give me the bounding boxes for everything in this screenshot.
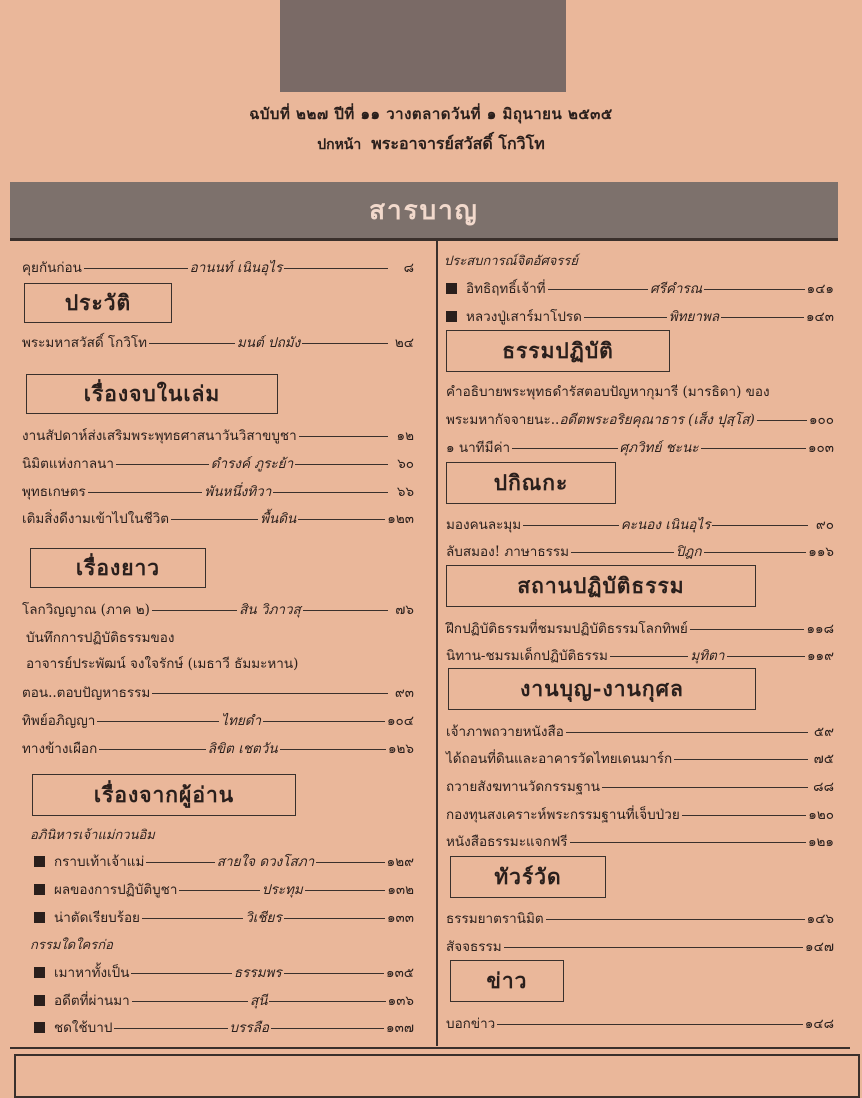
toc-entry[interactable]: ๑ นาทีมีค่า ศุภวิทย์ ชะนะ ๑๐๓ xyxy=(446,440,834,456)
section-heading-tour: ทัวร์วัด xyxy=(450,856,606,898)
contents-title: สารบาญ xyxy=(369,196,479,226)
toc-entry[interactable]: ตอน..ตอบปัญหาธรรม ๙๓ xyxy=(22,685,414,701)
contents-banner xyxy=(10,182,838,241)
section-heading-news: ข่าว xyxy=(450,960,564,1002)
bullet-square-icon xyxy=(34,884,45,895)
bullet-square-icon xyxy=(34,995,45,1006)
header-image-block xyxy=(280,0,566,92)
toc-entry[interactable]: ธรรมยาตรานิมิต ๑๔๖ xyxy=(446,911,834,927)
toc-entry[interactable]: มองคนละมุม คะนอง เนินอุไร ๙๐ xyxy=(446,517,835,533)
toc-entry[interactable]: หลวงปู่เสาร์มาโปรด พิทยาพล ๑๔๓ xyxy=(446,305,834,327)
section-heading-merit: งานบุญ-งานกุศล xyxy=(448,668,756,710)
toc-entry[interactable]: กองทุนสงเคราะห์พระกรรมฐานที่เจ็บป่วย ๑๒๐ xyxy=(446,807,834,823)
toc-entry[interactable]: เติมสิ่งดีงามเข้าไปในชีวิต พื้นดิน ๑๒๓ xyxy=(22,511,414,527)
bullet-square-icon xyxy=(446,283,457,294)
toc-entry[interactable]: นิทาน-ชมรมเด็กปฏิบัติธรรม มุทิตา ๑๑๙ xyxy=(446,648,834,664)
toc-entry[interactable]: อิทธิฤทธิ์เจ้าที่ ศรีคำรณ ๑๔๑ xyxy=(446,277,834,299)
issue-line: ฉบับที่ ๒๒๗ ปีที่ ๑๑ วางตลาดวันที่ ๑ มิถุนายน ๒๕๓๕ xyxy=(249,105,613,123)
toc-entry[interactable]: คุยกันก่อน อานนท์ เนินอุไร ๘ xyxy=(22,260,415,276)
toc-entry[interactable]: ทิพย์อภิญญา ไทยดำ ๑๐๔ xyxy=(22,713,415,729)
toc-entry[interactable]: อดีตที่ผ่านมา สุนี ๑๓๖ xyxy=(34,989,414,1011)
toc-entry[interactable]: งานสัปดาห์ส่งเสริมพระพุทธศาสนาวันวิสาขบูชา ๑๒ xyxy=(22,428,414,444)
toc-entry[interactable]: ลับสมอง! ภาษาธรรม ปิฎก ๑๑๖ xyxy=(446,544,834,560)
section-heading-dharma: ธรรมปฏิบัติ xyxy=(446,330,670,372)
toc-entry[interactable]: พระมหาสวัสดิ์ โกวิโท มนต์ ปถมัง ๒๔ xyxy=(22,335,415,351)
toc-entry[interactable]: ผลของการปฏิบัติบูชา ประทุม ๑๓๒ xyxy=(34,878,414,900)
toc-entry[interactable]: ได้ถอนที่ดินและอาคารวัดไทยเดนมาร์ก ๗๕ xyxy=(446,751,834,767)
bullet-square-icon xyxy=(34,1022,45,1033)
toc-entry[interactable]: เมาหาทั้งเป็น ธรรมพร ๑๓๕ xyxy=(34,961,414,983)
section-heading-practice: สถานปฏิบัติธรรม xyxy=(446,565,756,607)
toc-subheading: กรรมใดใครก่อ xyxy=(30,938,113,953)
toc-entry[interactable]: ถวายสังฆทานวัดกรรมฐาน ๘๘ xyxy=(446,779,834,795)
bullet-square-icon xyxy=(34,856,45,867)
toc-subheading: ประสบการณ์จิตอัศจรรย์ xyxy=(444,254,578,269)
footer-box xyxy=(14,1054,860,1098)
bullet-square-icon xyxy=(446,311,457,322)
toc-entry[interactable]: นิมิตแห่งกาลนา ดำรงค์ ภูระย้า ๖๐ xyxy=(22,456,414,472)
section-heading-complete: เรื่องจบในเล่ม xyxy=(26,374,278,414)
cover-label: ปกหน้า xyxy=(317,137,362,153)
toc-entry[interactable]: โลกวิญญาณ (ภาค ๒) สิน วิภาวสุ ๗๖ xyxy=(22,602,414,618)
bottom-rule xyxy=(10,1047,850,1049)
column-divider xyxy=(436,241,438,1046)
toc-entry[interactable]: ชดใช้บาป บรรลือ ๑๓๗ xyxy=(34,1016,414,1038)
section-heading-misc: ปกิณกะ xyxy=(446,462,616,504)
toc-entry[interactable]: พระมหากัจจายนะ.. อดีตพระอริยคุณาธาร (เส็ง ปุสฺโส) ๑๐๐ xyxy=(446,412,834,428)
toc-entry[interactable]: ฝึกปฏิบัติธรรมที่ชมรมปฏิบัติธรรมโลกทิพย์ ๑๑๘ xyxy=(446,621,834,637)
cover-credit xyxy=(0,132,862,157)
toc-entry[interactable]: หนังสือธรรมะแจกฟรี ๑๒๑ xyxy=(446,834,834,850)
toc-entry[interactable]: น่าตัดเรียบร้อย วิเชียร ๑๓๓ xyxy=(34,906,414,928)
section-heading-serial: เรื่องยาว xyxy=(30,548,206,588)
toc-entry[interactable]: สัจจธรรม ๑๔๗ xyxy=(446,939,834,955)
toc-text-line: คำอธิบายพระพุทธดำรัสตอบปัญหากุมารี (มารธิดา) ของ xyxy=(446,384,770,400)
bullet-square-icon xyxy=(34,912,45,923)
toc-entry[interactable]: เจ้าภาพถวายหนังสือ ๕๙ xyxy=(446,724,834,740)
toc-entry[interactable]: กราบเท้าเจ้าแม่ สายใจ ดวงโสภา ๑๒๙ xyxy=(34,850,414,872)
section-heading-biography: ประวัติ xyxy=(24,283,172,323)
toc-text-line: อาจารย์ประพัฒน์ จงใจรักษ์ (เมธาวี ธัมมะหาน) xyxy=(26,656,299,672)
toc-subheading: อภินิหารเจ้าแม่กวนอิม xyxy=(30,828,155,843)
toc-entry[interactable]: พุทธเกษตร พันหนึ่งทิวา ๖๖ xyxy=(22,484,415,500)
section-heading-readers: เรื่องจากผู้อ่าน xyxy=(32,774,296,816)
cover-name: พระอาจารย์สวัสดิ์ โกวิโท xyxy=(371,134,545,153)
toc-entry[interactable]: บอกข่าว ๑๔๘ xyxy=(446,1016,834,1032)
toc-entry[interactable]: ทางข้างเผือก ลิขิต เชตวัน ๑๒๖ xyxy=(22,741,414,757)
toc-text-line: บันทึกการปฏิบัติธรรมของ xyxy=(26,630,175,646)
bullet-square-icon xyxy=(34,967,45,978)
